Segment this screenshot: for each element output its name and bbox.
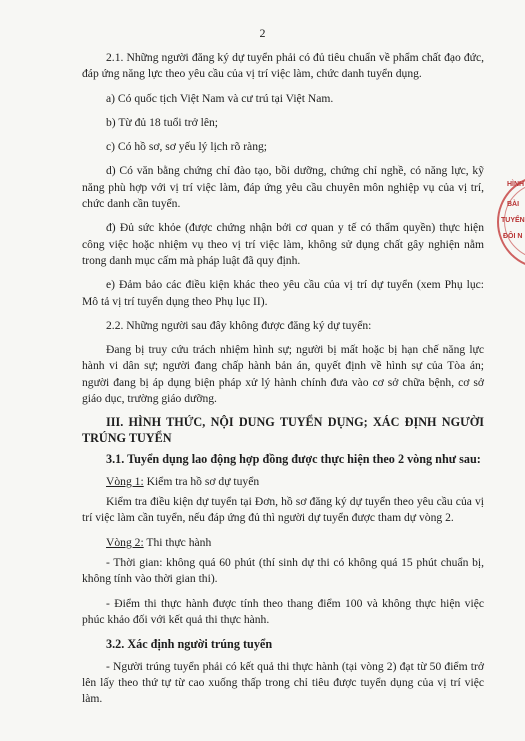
item-e: e) Đảm bảo các điều kiện khác theo yêu cầu của vị trí dự tuyển (xem Phụ lục: Mô tả vị trí tuyển dụng theo Phụ lục II). [82,278,484,308]
round2-time: - Thời gian: không quá 60 phút (thí sinh dự thi có không quá 15 phút chuẩn bị, không tính vào thời gian thi). [82,556,484,586]
section-heading-3: III. HÌNH THỨC, NỘI DUNG TUYỂN DỤNG; XÁC ĐỊNH NGƯỜI TRÚNG TUYỂN [82,415,484,445]
subheading-3-2: 3.2. Xác định người trúng tuyển [106,637,273,652]
round2-title: Thi thực hành [143,535,212,549]
round1-label: Vòng 1: [106,474,144,488]
paragraph-3-2: - Người trúng tuyển phải có kết quả thi thực hành (tại vòng 2) đạt từ 50 điểm trở lên lấy theo thứ tự từ cao xuống thấp trong chỉ tiêu được tuyển dụng của vị trí việc làm. [82,659,484,706]
item-d: d) Có văn bằng chứng chỉ đào tạo, bồi dưỡng, chứng chỉ nghề, có năng lực, kỹ năng phù hợp với vị trí việc làm, đáp ứng yêu cầu chuyên môn nghiệp vụ của vị trí, chức danh cần tuyển. [82,164,484,211]
round1-line [82,474,484,490]
document-body [82,50,484,715]
seal-text-3: TUYỂN [501,217,525,224]
page-number: 2 [259,26,266,40]
paragraph-2-1: 2.1. Những người đăng ký dự tuyển phải có đủ tiêu chuẩn về phẩm chất đạo đức, đáp ứng năng lực theo yêu cầu của vị trí việc làm, chức danh tuyển dụng. [82,51,484,81]
red-seal-stamp [495,175,525,270]
round2-score: - Điểm thi thực hành được tính theo thang điểm 100 và không thực hiện việc phúc khảo đối với kết quả thi thực hành. [82,596,484,626]
seal-text-2: BÀI [507,201,520,208]
seal-text-1: HÌNH [507,181,525,188]
item-c: c) Có hồ sơ, sơ yếu lý lịch rõ ràng; [106,140,268,154]
round1-title: Kiểm tra hồ sơ dự tuyển [143,474,260,488]
subheading-3-1: 3.1. Tuyển dụng lao động hợp đồng được thực hiện theo 2 vòng như sau: [106,452,481,467]
round2-label: Vòng 2: [106,535,144,549]
paragraph-2-2-body: Đang bị truy cứu trách nhiệm hình sự; người bị mất hoặc bị hạn chế năng lực hành vi dân sự; người đang chấp hành bản án, quyết định về hình sự của Tòa án; người đang bị áp dụng biện pháp xử lý hành chính đưa vào cơ sở chữa bệnh, cơ sở giáo dục, trường giáo dưỡng. [82,343,484,406]
item-dd: đ) Đủ sức khỏe (được chứng nhận bởi cơ quan y tế có thẩm quyền) thực hiện công việc hoặc nhiệm vụ theo vị trí việc làm, không sử dụng chất gây nghiện nằm trong danh mục cấm mà pháp luật đã quy định. [82,221,484,267]
item-b: b) Từ đủ 18 tuổi trở lên; [106,115,219,129]
paragraph-2-2: 2.2. Những người sau đây không được đăng ký dự tuyển: [106,318,372,332]
round2-line [82,535,484,551]
item-a: a) Có quốc tịch Việt Nam và cư trú tại Việt Nam. [106,91,334,105]
seal-text-4: ĐÔI N [503,233,523,240]
round1-body: Kiểm tra điều kiện dự tuyển tại Đơn, hồ sơ đăng ký dự tuyển theo yêu cầu của vị trí việc làm cần tuyển, nếu đáp ứng đủ thì người dự tuyển được tham dự vòng 2. [82,495,484,525]
